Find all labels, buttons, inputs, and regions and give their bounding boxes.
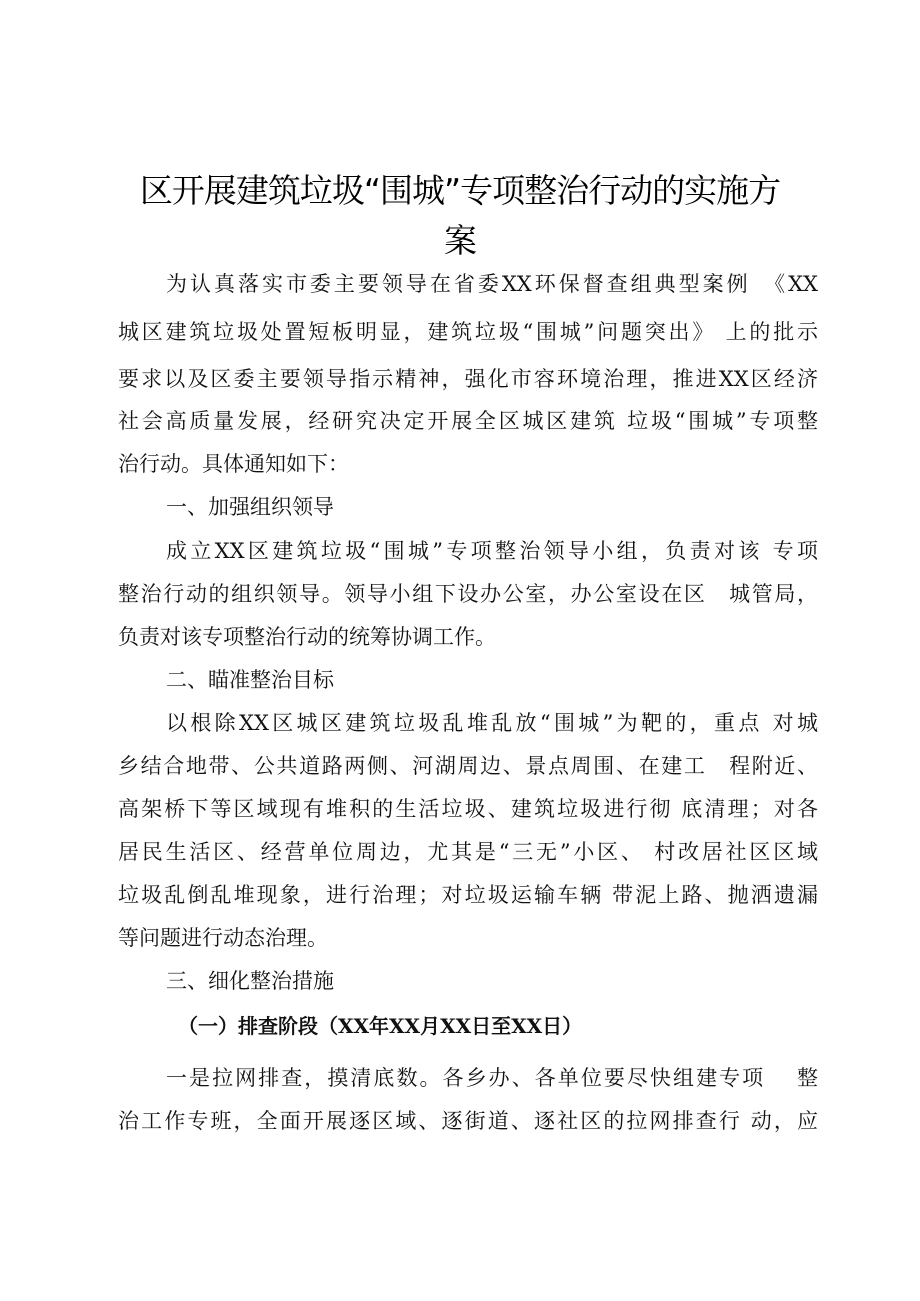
paragraph-line: 垃圾乱倒乱堆现象，进行治理；对垃圾运输车辆 带泥上路、抛洒遗漏 bbox=[118, 883, 818, 907]
document-title bbox=[100, 166, 820, 266]
intro-line: 社会高质量发展，经研究决定开展全区城区建筑 垃圾“围城”专项整 bbox=[118, 409, 818, 433]
paragraph-line: 居民生活区、经营单位周边，尤其是“三无”小区、 村改居社区区域 bbox=[118, 840, 818, 864]
paragraph-line: 治工作专班，全面开展逐区域、逐街道、逐社区的拉网排查行 动，应 bbox=[118, 1109, 818, 1133]
paragraph-line: 等问题进行动态治理。 bbox=[118, 926, 328, 950]
paragraph-line: 成立XX区建筑垃圾“围城”专项整治领导小组，负责对该 专项 bbox=[166, 539, 818, 563]
intro-line: 为认真落实市委主要领导在省委XX环保督查组典型案例 《XX bbox=[166, 272, 818, 296]
sub-heading: （一）排查阶段（XX年XX月XX日至XX日） bbox=[178, 1014, 583, 1038]
section-heading: 二、瞄准整治目标 bbox=[166, 668, 334, 692]
paragraph-line: 高架桥下等区域现有堆积的生活垃圾、建筑垃圾进行彻 底清理；对各 bbox=[118, 797, 818, 821]
paragraph-line: 整治行动的组织领导。领导小组下设办公室，办公室设在区 城管局， bbox=[118, 582, 818, 606]
title-line-1: 区开展建筑垃圾“围城”专项整治行动的实施方 bbox=[139, 171, 781, 210]
paragraph-line: 一是拉网排查，摸清底数。各乡办、各单位要尽快组建专项 整 bbox=[166, 1066, 818, 1090]
section-heading: 三、细化整治措施 bbox=[166, 969, 334, 993]
title-line-2: 案 bbox=[444, 221, 476, 260]
paragraph-line: 以根除XX区城区建筑垃圾乱堆乱放“围城”为靶的，重点 对城 bbox=[166, 711, 818, 735]
paragraph-line: 乡结合地带、公共道路两侧、河湖周边、景点周围、在建工 程附近、 bbox=[118, 754, 818, 778]
paragraph-line: 负责对该专项整治行动的统筹协调工作。 bbox=[118, 625, 496, 649]
intro-line: 城区建筑垃圾处置短板明显，建筑垃圾“围城”问题突出》 上的批示 bbox=[118, 320, 818, 344]
intro-line: 治行动。具体通知如下： bbox=[118, 452, 349, 476]
intro-line: 要求以及区委主要领导指示精神，强化市容环境治理，推进XX区经济 bbox=[118, 367, 818, 391]
section-heading: 一、加强组织领导 bbox=[166, 495, 334, 519]
